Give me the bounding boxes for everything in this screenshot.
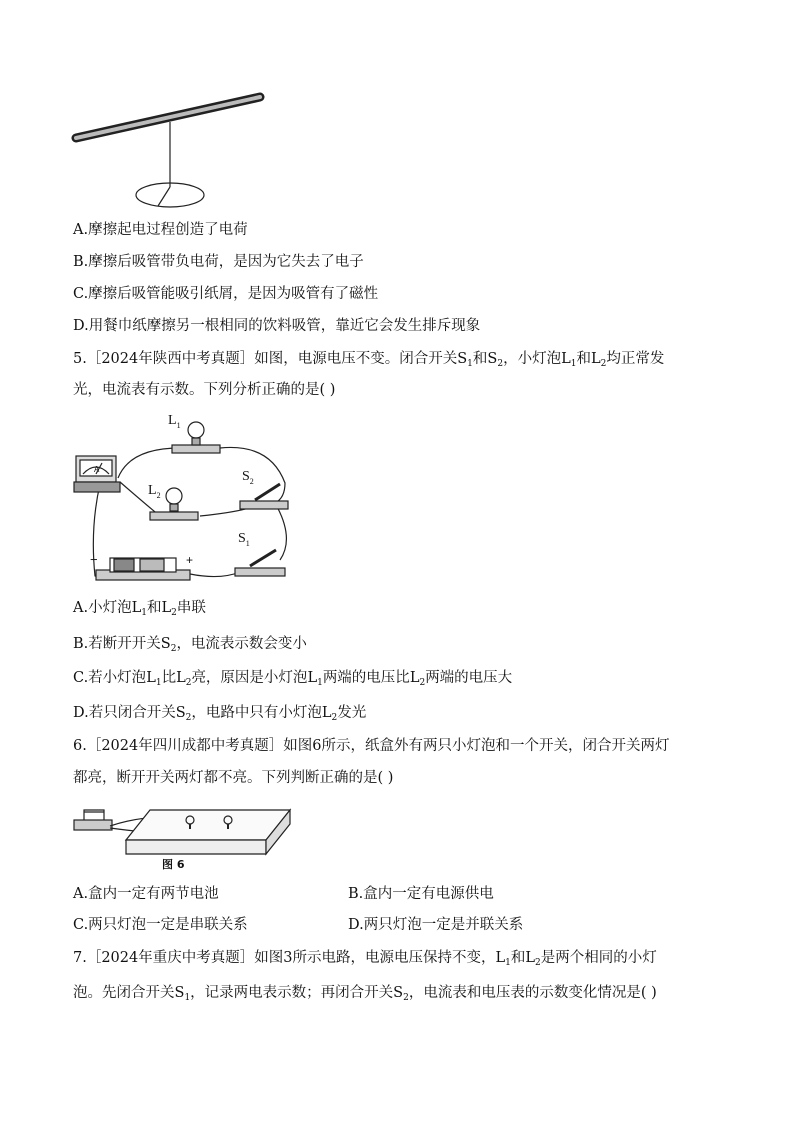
q6-stem-line1: 6.［2024年四川成都中考真题］如图6所示，纸盒外有两只小灯泡和一个开关，闭合开关两灯	[73, 738, 670, 754]
paper-box-figure	[70, 796, 295, 874]
q6-option-b: B.盒内一定有电源供电	[348, 886, 494, 902]
q6-option-a: A.盒内一定有两节电池	[73, 886, 219, 902]
svg-text:S1: $S_1$	[238, 531, 250, 548]
q5-option-c: C.若小灯泡$L_1$比$L_2$亮，原因是小灯泡$L_1$两端的电压比$L_2$两端的电压大	[73, 670, 513, 688]
q5-option-b: B.若断开开关$S_2$，电流表示数会变小	[73, 636, 307, 654]
svg-text:L2: $L_2$	[148, 483, 161, 500]
q7-stem-line2: 泡。先闭合开关$S_1$，记录两电表示数；再闭合开关$S_2$，电流表和电压表的示数变化情况是( )	[73, 985, 657, 1003]
q4-option-a: A.摩擦起电过程创造了电荷	[73, 222, 248, 238]
svg-text:+: +	[186, 553, 194, 567]
q6-option-d: D.两只灯泡一定是并联关系	[348, 917, 524, 933]
q5-option-a: A.小灯泡$L_1$和$L_2$串联	[73, 600, 206, 618]
q5-option-d: D.若只闭合开关$S_2$，电路中只有小灯泡$L_2$发光	[73, 705, 367, 723]
q6-stem-line2: 都亮，断开开关两灯都不亮。下列判断正确的是( )	[73, 770, 394, 786]
q5-stem-line2: 光，电流表有示数。下列分析正确的是( )	[73, 382, 336, 398]
circuit-figure	[70, 408, 310, 586]
svg-text:S2: $S_2$	[242, 469, 254, 486]
svg-text:−: −	[90, 552, 98, 567]
straw-on-stand-figure	[68, 92, 268, 210]
svg-text:A: A	[94, 465, 100, 474]
q5-stem-line1: 5.［2024年陕西中考真题］如图，电源电压不变。闭合开关$S_1$和$S_2$，小灯泡$L_1$和$L_2$均正常发	[73, 351, 665, 369]
svg-text:L1: $L_1$	[168, 413, 181, 430]
q7-stem-line1: 7.［2024年重庆中考真题］如图3所示电路，电源电压保持不变，$L_1$和$L_2$是两个相同的小灯	[73, 950, 657, 968]
q4-option-b: B.摩擦后吸管带负电荷，是因为它失去了电子	[73, 254, 364, 270]
q4-option-d: D.用餐巾纸摩擦另一根相同的饮料吸管，靠近它会发生排斥现象	[73, 318, 481, 334]
q6-option-c: C.两只灯泡一定是串联关系	[73, 917, 248, 933]
q4-option-c: C.摩擦后吸管能吸引纸屑，是因为吸管有了磁性	[73, 286, 379, 302]
svg-text:图 6: 图 6	[162, 858, 185, 871]
